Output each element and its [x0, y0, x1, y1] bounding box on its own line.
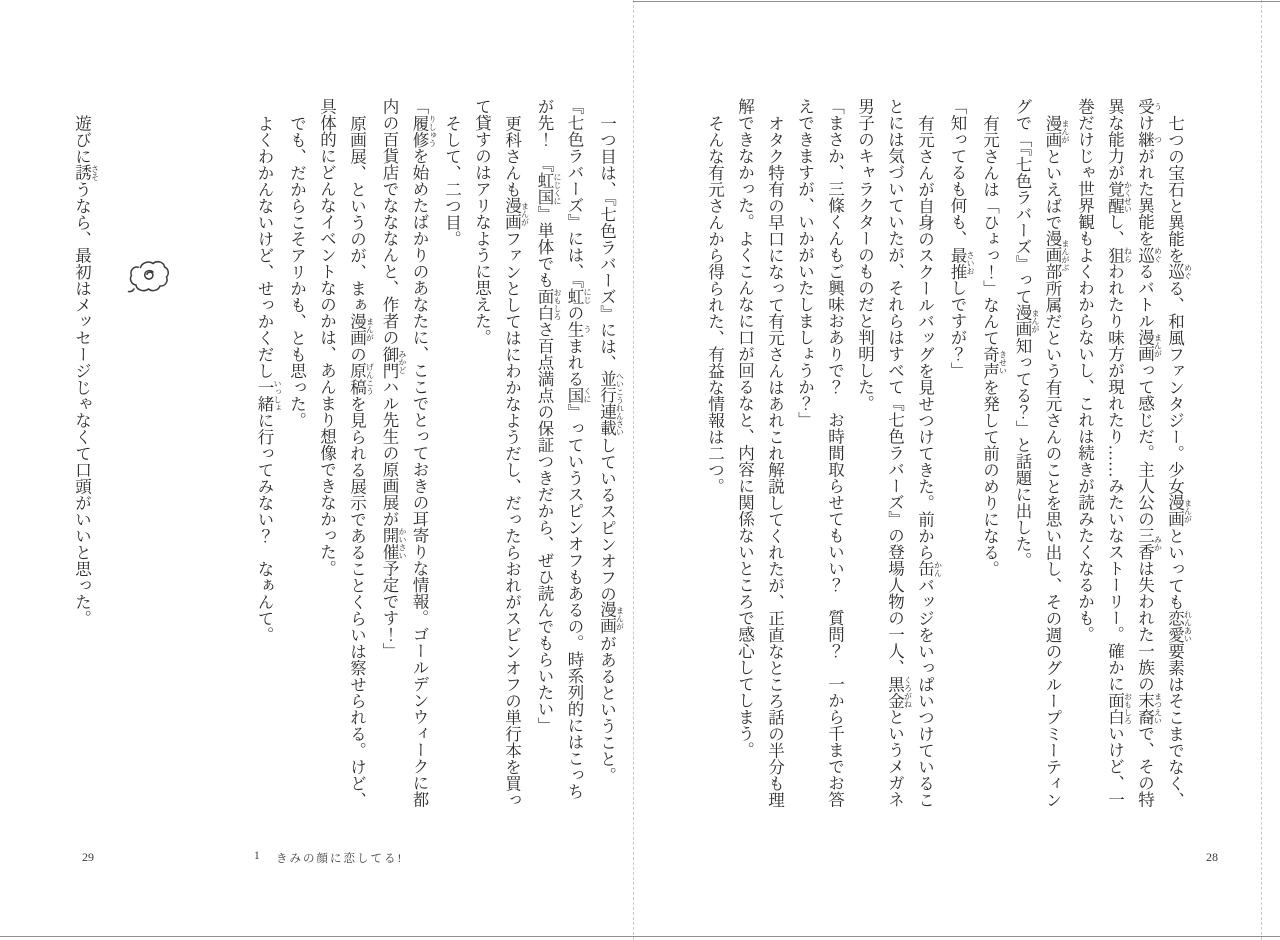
- ruby-annotated-word: 国 くに: [565, 386, 592, 404]
- right-edge-dashed-line: [1261, 0, 1262, 940]
- paragraph: よくわかんないけど、せっかくだし一緒 いっしょに行ってみない？ なぁんて。: [255, 114, 282, 643]
- ruby-annotated-word: 御門 みかど: [380, 345, 407, 379]
- ruby-annotated-word: 漫画 まんが: [1135, 329, 1163, 362]
- ruby-annotated-word: 受 う: [1135, 98, 1163, 115]
- paragraph: そんな有元さんから得られた、有益な情報は二つ。: [705, 114, 725, 494]
- right-page-text-block: [705, 98, 1193, 810]
- ruby-annotated-word: 漫画 まんが: [502, 197, 530, 230]
- center-fold-dashed-line: [633, 0, 634, 940]
- ruby-annotated-word: 黒金 くろがね: [885, 675, 913, 709]
- ruby-annotated-word: 覚醒 かくせい: [1105, 180, 1133, 214]
- paragraph: 七つの宝石と異能を巡 めぐる、和風ファンタジー。少女漫画 まんがといっても恋愛 れんあい要素はそこまでなく、受 うけ継 つがれた異能を巡 めぐるバトル漫画 まんがって感じだ。主人公の三香 みかは失われた一族の末裔 まつえいで、その特異な能力が覚醒 かくせいし、狙 ねらわれたり味方が現れたり……みたいなストーリー。確かに面白 おもしろいけど、一巻だけじゃ世界観もよくわからないし、これは続きが読みたくなるかも。: [1075, 98, 1193, 808]
- ruby-annotated-word: 三香 みか: [1135, 527, 1163, 560]
- scene-break-gap: [99, 98, 249, 810]
- paragraph: 「知ってるも何も、最推 さいおしですが？」: [948, 98, 975, 379]
- paragraph: 更科さんも漫画 まんがファンとしてはにわかなようだし、だったらおれがスピンオフの単行本を買って貸すのはアリなように思えた。: [472, 98, 530, 808]
- paragraph: 「まさか、三條くんもご興味おありで？ お時間取らせてもいい？ 質問？ 一から千までお答えできますが、いかがいたしましょうか？」: [795, 98, 845, 808]
- ruby-annotated-word: 誘 さそ: [72, 164, 100, 181]
- paragraph: 一つ目は、『七色ラバーズ』には、並行連載 へいこうれんさいしているスピンオフの漫画 まんががあるということ。: [597, 114, 625, 783]
- ruby-annotated-word: 虹国 にじくに: [535, 172, 562, 206]
- ruby-annotated-word: 原稿 げんこう: [347, 362, 375, 395]
- ruby-annotated-word: 虹 にじ: [565, 287, 592, 305]
- page-number-28: 28: [1206, 850, 1218, 864]
- paragraph: 有元さんが自身のスクールバッグを見せつけてきた。前から缶 かんバッジをいっぱいつけていることには気づいていたが、それらはすべて『七色ラバーズ』の登場人物の一人、黒金 くろがねというメガネ男子のキャラクターのものだと判明した。: [855, 98, 943, 808]
- paragraph: オタク特有の早口になって有元さんはあれこれ解説してくれたが、正直なところ話の半分も理解できなかった。よくこんなに口が回るなと、内容に関係ないところで感心してしまう。: [735, 98, 785, 808]
- ruby-annotated-word: 生 う: [565, 320, 592, 338]
- footer-running-title: きみの顔に恋してる!: [276, 853, 404, 865]
- paragraph: 『七色ラバーズ』には、『虹 にじの生 うまれる国 くに』っていうスピンオフもあるの。時系列的にはこっちが先！ 『虹国 にじくに』単体でも面白 おもしろさ百点満点の保証つきだから、ぜひ読んでもらいたい」: [535, 98, 592, 800]
- page-bottom-edge-line: [0, 936, 1280, 937]
- ruby-annotated-word: 開催 かいさい: [380, 527, 407, 560]
- cloud-scribble-icon: [126, 252, 172, 300]
- ruby-annotated-word: 漫画 まんが: [1013, 304, 1040, 338]
- ruby-annotated-word: 巡 めぐ: [1135, 246, 1163, 263]
- ruby-annotated-word: 面白 おもしろ: [535, 287, 562, 321]
- paragraph: 漫画 まんがといえばで漫画部 まんがぶ所属だという有元さんのことを思い出し、その週のグループミーティングで「『七色ラバーズ』って漫画 まんが知ってる？」と話題に出した。: [1013, 98, 1070, 808]
- paragraph: 有元さんは「ひょっ！」なんて奇声 きせいを発して前のめりになる。: [980, 114, 1008, 577]
- paragraph: 原画展、というのが、まぁ漫画 まんがの原稿 げんこうを見られる展示であることくらいは察せられる。けど、具体的にどんなイベントなのかは、あんまり想像できなかった。: [317, 98, 375, 808]
- ruby-annotated-word: 最推 さいお: [948, 246, 975, 280]
- left-page-text-block: [50, 98, 624, 810]
- paragraph: 遊びに誘 さそうなら、最初はメッセージじゃなくて口頭がいいと思った。: [72, 114, 100, 626]
- page-number-29: 29: [82, 850, 94, 864]
- ruby-annotated-word: 漫画 まんが: [1165, 494, 1193, 527]
- ruby-annotated-word: 一緒 いっしょ: [255, 378, 282, 412]
- ruby-annotated-word: 缶 かん: [915, 560, 943, 577]
- paragraph: でも、だからこそアリかも、とも思った。: [287, 114, 307, 428]
- ruby-annotated-word: 漫画部 まんがぶ: [1043, 230, 1070, 280]
- ruby-annotated-word: 末裔 まつえい: [1135, 692, 1163, 725]
- ruby-annotated-word: 面白 おもしろ: [1105, 692, 1133, 725]
- ruby-annotated-word: 奇声 きせい: [980, 345, 1008, 379]
- footer-chapter-number: 1: [254, 850, 260, 862]
- ruby-annotated-word: 履修 りしゅう: [410, 114, 437, 148]
- ruby-annotated-word: 巡 めぐ: [1165, 263, 1193, 280]
- ruby-annotated-word: 恋愛 れんあい: [1165, 609, 1193, 643]
- paragraph: そして、二つ目。: [442, 114, 462, 247]
- ruby-annotated-word: 漫画 まんが: [597, 601, 625, 635]
- ruby-annotated-word: 漫画 まんが: [347, 312, 375, 346]
- ruby-annotated-word: 継 つ: [1135, 131, 1163, 148]
- ruby-annotated-word: 狙 ねら: [1105, 246, 1133, 263]
- right-page-top-edge-line: [633, 1, 1280, 2]
- ruby-annotated-word: 並行連載 へいこうれんさい: [597, 370, 625, 437]
- paragraph: 「履修 りしゅうを始めたばかりのあなたに、ここでとっておきの耳寄りな情報。ゴールデンウィークに都内の百貨店でなななんと、作者の御門 みかどハル先生の原画展が開催 かいさい予定です！」: [380, 98, 437, 808]
- ruby-annotated-word: 漫画 まんが: [1043, 114, 1070, 148]
